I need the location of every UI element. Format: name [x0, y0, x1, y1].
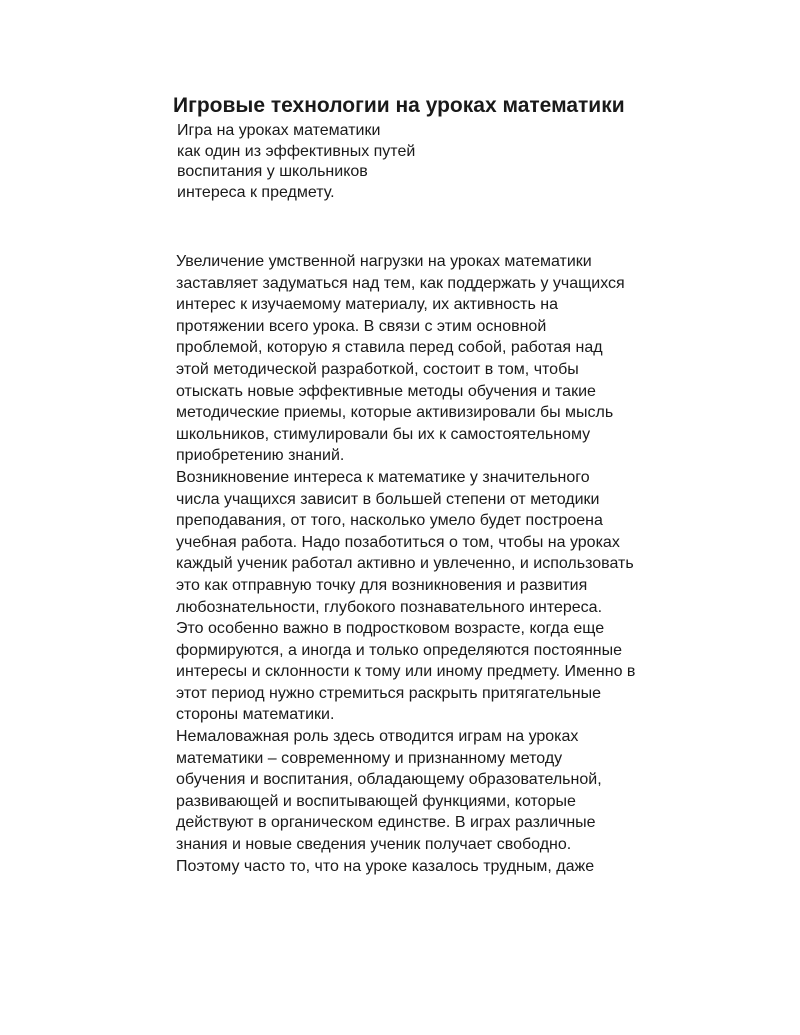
- body-line: интересы и склонности к тому или иному предмету. Именно в: [176, 663, 636, 681]
- body-line: приобретению знаний.: [176, 447, 345, 465]
- epigraph: [177, 121, 415, 203]
- epigraph-line: как один из эффективных путей: [177, 142, 416, 160]
- body-line: развивающей и воспитывающей функциями, которые: [176, 792, 576, 810]
- body-line: стороны математики.: [176, 706, 335, 724]
- body-line: школьников, стимулировали бы их к самостоятельному: [176, 425, 591, 443]
- body-line: методические приемы, которые активизировали бы мысль: [176, 404, 614, 422]
- body-line: действуют в органическом единстве. В играх различные: [176, 814, 596, 832]
- body-line: отыскать новые эффективные методы обучения и такие: [176, 382, 596, 400]
- body-line: преподавания, от того, насколько умело будет построена: [176, 512, 603, 530]
- body-line: Поэтому часто то, что на уроке казалось трудным, даже: [176, 857, 595, 875]
- epigraph-line: воспитания у школьников: [177, 163, 368, 180]
- body-line: Возникновение интереса к математике у значительного: [176, 468, 590, 486]
- body-line: проблемой, которую я ставила перед собой, работая над: [176, 339, 603, 357]
- body-line: интерес к изучаемому материалу, их активность на: [176, 296, 559, 314]
- body-line: числа учащихся зависит в большей степени от методики: [176, 490, 600, 508]
- document-title: Игровые технологии на уроках математики: [173, 94, 625, 117]
- body-line: протяжении всего урока. В связи с этим основной: [176, 317, 547, 335]
- body-line: математики – современному и признанному методу: [176, 749, 563, 767]
- body-line: любознательности, глубокого познавательного интереса.: [176, 598, 603, 616]
- body-line: Немаловажная роль здесь отводится играм на уроках: [176, 728, 579, 746]
- body-line: заставляет задуматься над тем, как поддержать у учащихся: [176, 274, 625, 292]
- body-line: Увеличение умственной нагрузки на уроках математики: [176, 253, 592, 270]
- body-line: формируются, а иногда и только определяются постоянные: [176, 641, 623, 659]
- body-line: это как отправную точку для возникновения и развития: [176, 576, 588, 594]
- body-line: Это особенно важно в подростковом возрасте, когда еще: [176, 620, 605, 638]
- body-line: знания и новые сведения ученик получает свободно.: [176, 836, 572, 854]
- body-text: [176, 251, 635, 877]
- body-line: обучения и воспитания, обладающему образовательной,: [176, 771, 602, 789]
- body-line: учебная работа. Надо позаботиться о том, чтобы на уроках: [176, 533, 620, 551]
- epigraph-line: интереса к предмету.: [177, 183, 335, 201]
- body-line: каждый ученик работал активно и увлеченно, и использовать: [176, 555, 634, 573]
- epigraph-line: Игра на уроках математики: [177, 122, 381, 139]
- body-line: этой методической разработкой, состоит в том, чтобы: [176, 360, 579, 378]
- body-line: этот период нужно стремиться раскрыть притягательные: [176, 684, 601, 702]
